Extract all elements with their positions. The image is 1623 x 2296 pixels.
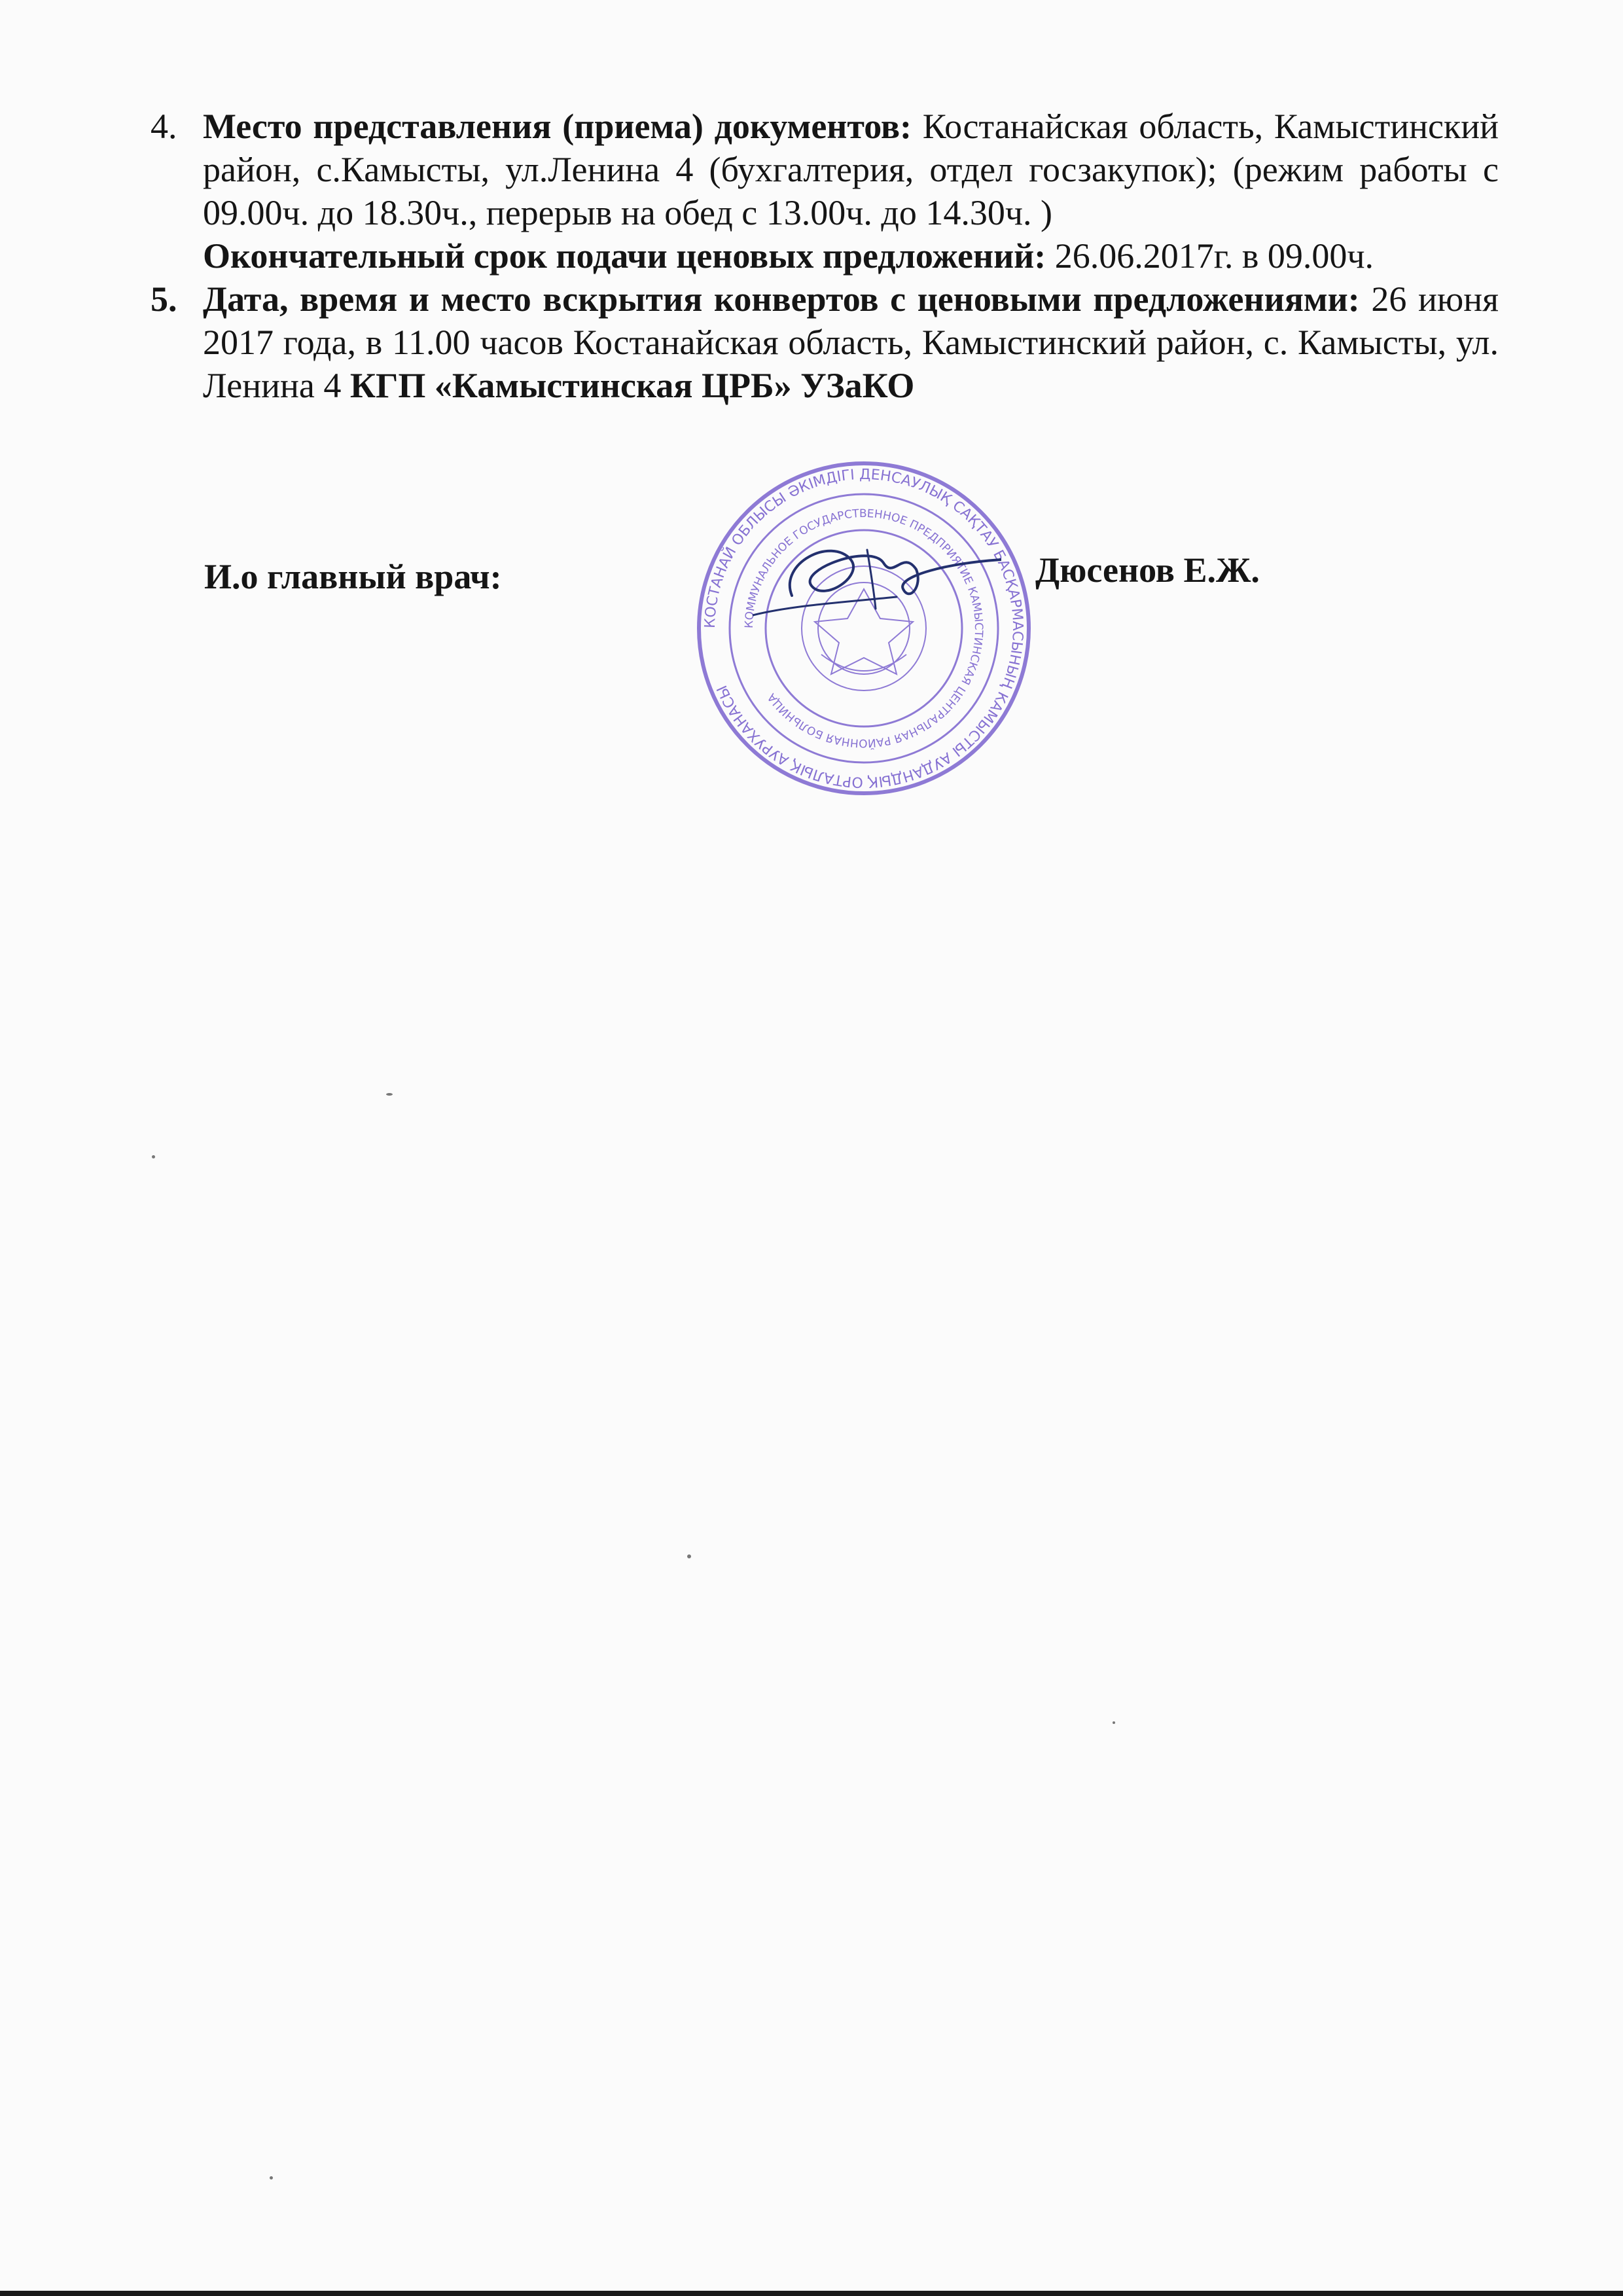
item-label: Дата, время и место вскрытия конвертов с ценовыми предложениями: [203, 279, 1360, 319]
scan-speck [687, 1554, 691, 1558]
item-5 [151, 278, 1499, 407]
handwritten-signature [753, 524, 1001, 628]
deadline-value: 26.06.2017г. в 09.00ч. [1046, 236, 1374, 276]
item-text: Костанайская область, Камыстинский район, с.Камысты, ул.Ленина 4 (бухгалтерия, отдел госзакупок); (режим работы с 09.00ч. до 18.30ч., перерыв на обед с 13.00ч. до 14.30ч. ) [203, 107, 1499, 232]
scan-speck [1113, 1721, 1115, 1724]
stamp-seal [694, 458, 1034, 798]
deadline-line [203, 234, 1499, 278]
item-list [151, 105, 1499, 407]
organization-name: КГП «Камыстинская ЦРБ» УЗаКО [349, 366, 915, 405]
scan-speck [270, 2176, 273, 2179]
scan-speck [386, 1093, 393, 1096]
scan-speck [152, 1155, 155, 1158]
item-label: Место представления (приема) документов: [203, 107, 912, 146]
signatory-name: Дюсенов Е.Ж. [1035, 550, 1260, 590]
stamp-inner-text: КОММУНАЛЬНОЕ ГОСУДАРСТВЕННОЕ ПРЕДПРИЯТИЕ КАМЫСТИНСКАЯ ЦЕНТРАЛЬНАЯ РАЙОННАЯ БОЛЬНИЦА [742, 507, 986, 750]
item-number: 5. [151, 279, 177, 319]
item-text: 26 июня 2017 года, в 11.00 часов Костанайская область, Камыстинский район, с. Камысты, ул. Ленина 4 [203, 279, 1499, 405]
item-number: 4. [151, 107, 177, 146]
scan-bottom-edge [0, 2291, 1623, 2296]
deadline-label: Окончательный срок подачи ценовых предложений: [203, 236, 1046, 276]
item-4 [151, 105, 1499, 278]
stamp-outer-text: КОСТАНАЙ ОБЛЫСЫ ӘКІМДІГІ ДЕНСАУЛЫҚ САҚТАУ БАСҚАРМАСЫНЫҢ КАМЫСТЫ АУДАНДЫҚ ОРТАЛЫҚ АУРУХАНАСЫ [702, 466, 1026, 791]
signatory-title: И.о главный врач: [204, 557, 502, 596]
